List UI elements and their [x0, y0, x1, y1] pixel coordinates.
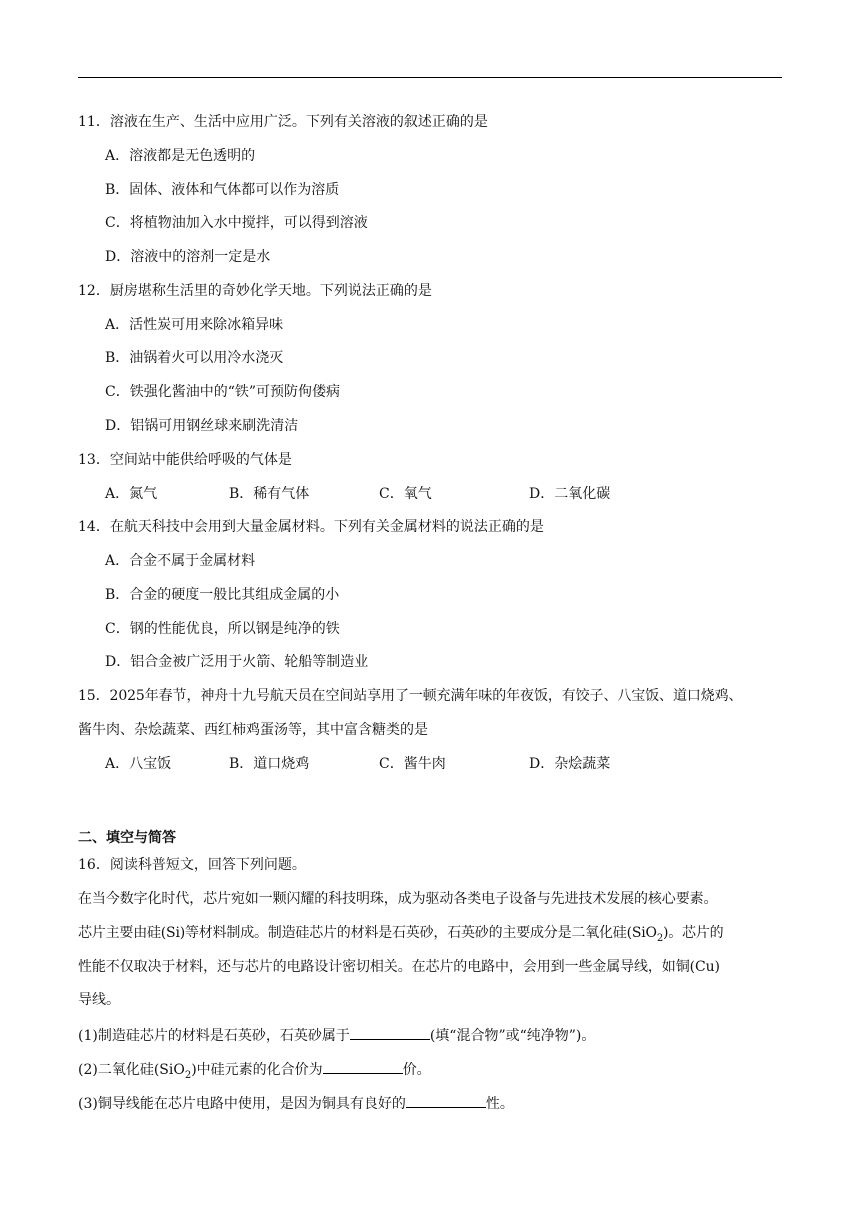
q13-option-c: C．氧气 — [379, 486, 432, 502]
q13-stem: 13．空间站中能供给呼吸的气体是 — [78, 452, 292, 468]
q16-sub2-text-a: (2)二氧化硅(SiO — [78, 1062, 185, 1078]
q16-sub2 — [78, 1059, 431, 1085]
q16-sub2-text-c: 价。 — [402, 1062, 431, 1078]
q16-passage-line2-part2: )。芯片的 — [662, 925, 724, 941]
q16-passage-line2 — [78, 924, 723, 948]
q11-option-c: C．将植物油加入水中搅拌，可以得到溶液 — [105, 215, 368, 231]
q16-sub2-text-b: )中硅元素的化合价为 — [191, 1062, 323, 1078]
q15-option-b: B．道口烧鸡 — [229, 756, 310, 772]
q13-option-a: A．氮气 — [105, 486, 158, 502]
q15-stem-line1: 15．2025年春节，神舟十九号航天员在空间站享用了一顿充满年味的年夜饭，有饺子、八宝饭、道口烧鸡、 — [78, 688, 743, 704]
q12-option-c: C．铁强化酱油中的“铁”可预防佝偻病 — [105, 384, 341, 400]
q14-option-c: C．钢的性能优良，所以钢是纯净的铁 — [105, 621, 340, 637]
q13-option-d: D．二氧化碳 — [529, 486, 611, 502]
subscript-2: 2 — [656, 932, 663, 944]
q16-passage-line4: 导线。 — [78, 992, 120, 1008]
q15-option-d: D．杂烩蔬菜 — [529, 756, 611, 772]
header-rule — [78, 77, 782, 78]
answer-blank-3[interactable] — [406, 1093, 486, 1108]
q14-option-b: B．合金的硬度一般比其组成金属的小 — [105, 587, 340, 603]
q16-sub1 — [78, 1025, 595, 1045]
q16-sub1-text: (1)制造硅芯片的材料是石英砂，石英砂属于 — [78, 1028, 350, 1044]
q11-option-a: A．溶液都是无色透明的 — [105, 148, 256, 164]
q11-stem: 11．溶液在生产、生活中应用广泛。下列有关溶液的叙述正确的是 — [78, 114, 488, 130]
q12-option-d: D．铝锅可用钢丝球来刷洗清洁 — [105, 418, 299, 434]
q12-option-a: A．活性炭可用来除冰箱异味 — [105, 317, 284, 333]
section-title: 二、填空与简答 — [78, 830, 176, 846]
q16-sub3-suffix: 性。 — [485, 1096, 514, 1112]
q14-option-a: A．合金不属于金属材料 — [105, 553, 256, 569]
q15-option-a: A．八宝饭 — [105, 756, 172, 772]
q12-stem: 12．厨房堪称生活里的奇妙化学天地。下列说法正确的是 — [78, 283, 432, 299]
q16-passage-line3: 性能不仅取决于材料，还与芯片的电路设计密切相关。在芯片的电路中，会用到一些金属导线，如铜(Cu) — [78, 959, 720, 975]
q11-option-b: B．固体、液体和气体都可以作为溶质 — [105, 182, 340, 198]
q15-stem-line2: 酱牛肉、杂烩蔬菜、西红柿鸡蛋汤等，其中富含糖类的是 — [78, 722, 428, 738]
q16-sub3 — [78, 1093, 514, 1113]
q14-stem: 14．在航天科技中会用到大量金属材料。下列有关金属材料的说法正确的是 — [78, 519, 544, 535]
q11-option-d: D．溶液中的溶剂一定是水 — [105, 249, 271, 265]
answer-blank-1[interactable] — [350, 1025, 430, 1040]
q12-option-b: B．油锅着火可以用冷水浇灭 — [105, 350, 284, 366]
q16-passage-line1: 在当今数字化时代，芯片宛如一颗闪耀的科技明珠，成为驱动各类电子设备与先进技术发展的核心要素。 — [78, 891, 718, 907]
q16-sub1-hint: (填“混合物”或“纯净物”)。 — [429, 1028, 596, 1044]
answer-blank-2[interactable] — [323, 1059, 403, 1074]
q16-stem: 16．阅读科普短文，回答下列问题。 — [78, 857, 306, 873]
q13-option-b: B．稀有气体 — [229, 486, 310, 502]
q14-option-d: D．铝合金被广泛用于火箭、轮船等制造业 — [105, 654, 369, 670]
q16-sub3-text: (3)铜导线能在芯片电路中使用，是因为铜具有良好的 — [78, 1096, 406, 1112]
q16-passage-line2-part1: 芯片主要由硅(Si)等材料制成。制造硅芯片的材料是石英砂，石英砂的主要成分是二氧化硅(SiO — [78, 925, 657, 941]
subscript-2: 2 — [184, 1069, 192, 1081]
q15-option-c: C．酱牛肉 — [379, 756, 446, 772]
